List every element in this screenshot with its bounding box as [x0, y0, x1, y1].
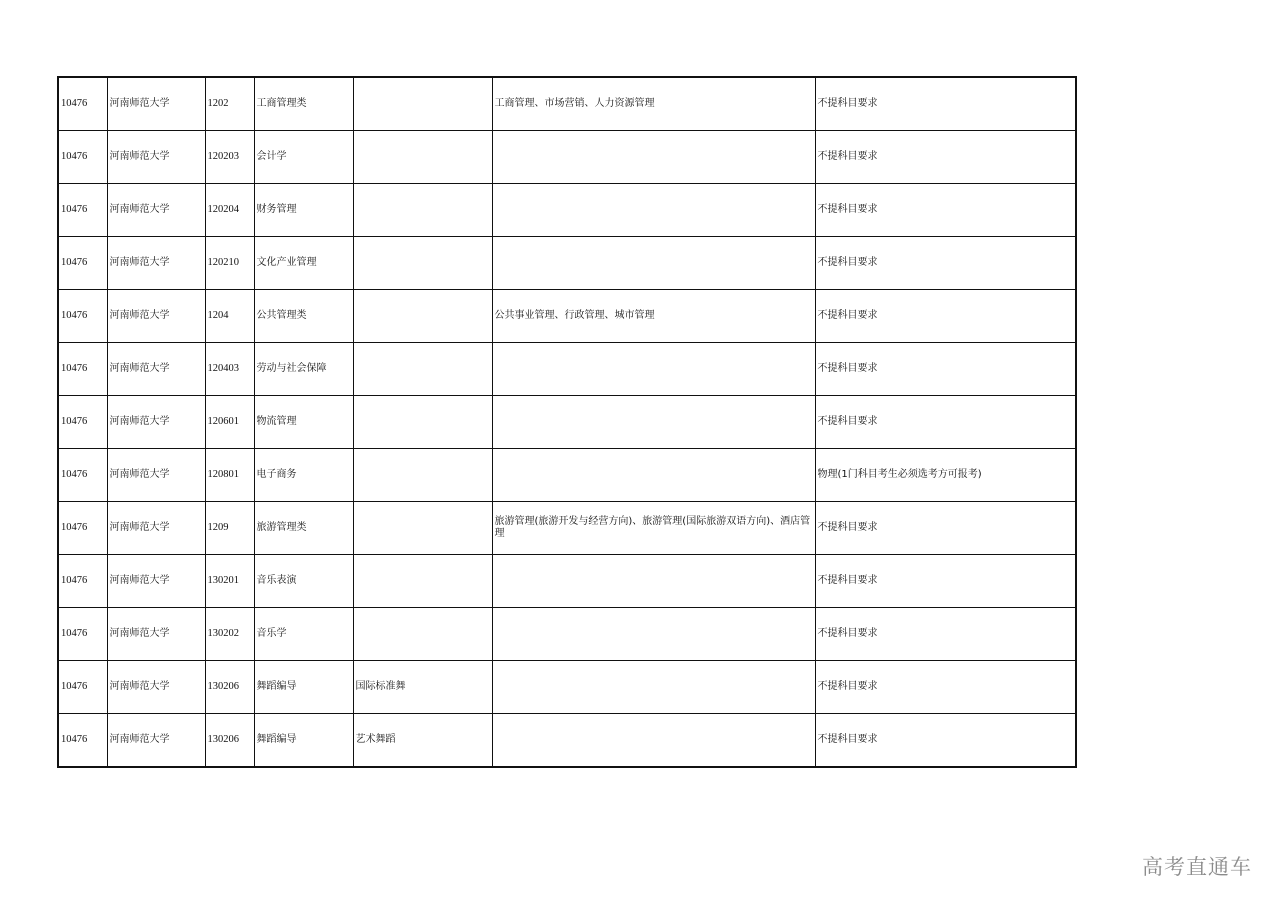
- school-code-cell: 10476: [58, 343, 107, 396]
- major-table: [57, 76, 1077, 768]
- school-code-cell: 10476: [58, 714, 107, 768]
- school-name-cell: 河南师范大学: [107, 608, 205, 661]
- direction-cell: [353, 343, 492, 396]
- major-name-cell: 财务管理: [254, 184, 353, 237]
- included-majors-cell: [492, 396, 815, 449]
- subject-requirement-cell: 不提科目要求: [815, 661, 1076, 714]
- major-name-cell: 音乐学: [254, 608, 353, 661]
- table-row: [58, 290, 1076, 343]
- direction-cell: [353, 77, 492, 131]
- school-name-cell: 河南师范大学: [107, 449, 205, 502]
- major-code-cell: 120801: [205, 449, 254, 502]
- table-row: [58, 661, 1076, 714]
- included-majors-cell: [492, 343, 815, 396]
- major-code-cell: 120601: [205, 396, 254, 449]
- school-name-cell: 河南师范大学: [107, 290, 205, 343]
- major-code-cell: 1209: [205, 502, 254, 555]
- major-name-cell: 工商管理类: [254, 77, 353, 131]
- school-code-cell: 10476: [58, 290, 107, 343]
- table-row: [58, 449, 1076, 502]
- major-code-cell: 120403: [205, 343, 254, 396]
- major-code-cell: 120210: [205, 237, 254, 290]
- school-code-cell: 10476: [58, 131, 107, 184]
- major-name-cell: 公共管理类: [254, 290, 353, 343]
- subject-requirement-cell: 不提科目要求: [815, 396, 1076, 449]
- subject-requirement-cell: 不提科目要求: [815, 343, 1076, 396]
- major-code-cell: 120204: [205, 184, 254, 237]
- table-row: [58, 237, 1076, 290]
- included-majors-cell: [492, 555, 815, 608]
- major-code-cell: 120203: [205, 131, 254, 184]
- table-row: [58, 714, 1076, 768]
- major-code-cell: 130206: [205, 714, 254, 768]
- major-code-cell: 1202: [205, 77, 254, 131]
- major-code-cell: 130202: [205, 608, 254, 661]
- direction-cell: [353, 237, 492, 290]
- major-name-cell: 舞蹈编导: [254, 661, 353, 714]
- table-row: [58, 555, 1076, 608]
- school-code-cell: 10476: [58, 449, 107, 502]
- school-name-cell: 河南师范大学: [107, 184, 205, 237]
- direction-cell: [353, 555, 492, 608]
- subject-requirement-cell: 不提科目要求: [815, 77, 1076, 131]
- school-code-cell: 10476: [58, 237, 107, 290]
- table-row: [58, 608, 1076, 661]
- school-code-cell: 10476: [58, 77, 107, 131]
- included-majors-cell: [492, 237, 815, 290]
- subject-requirement-cell: 不提科目要求: [815, 555, 1076, 608]
- major-name-cell: 劳动与社会保障: [254, 343, 353, 396]
- subject-requirement-cell: 不提科目要求: [815, 608, 1076, 661]
- direction-cell: [353, 184, 492, 237]
- table-row: [58, 502, 1076, 555]
- subject-requirement-cell: 不提科目要求: [815, 131, 1076, 184]
- major-name-cell: 舞蹈编导: [254, 714, 353, 768]
- included-majors-cell: 公共事业管理、行政管理、城市管理: [492, 290, 815, 343]
- subject-requirement-cell: 不提科目要求: [815, 237, 1076, 290]
- major-name-cell: 旅游管理类: [254, 502, 353, 555]
- subject-requirement-cell: 不提科目要求: [815, 290, 1076, 343]
- direction-cell: [353, 396, 492, 449]
- major-code-cell: 130201: [205, 555, 254, 608]
- included-majors-cell: [492, 449, 815, 502]
- table-row: [58, 77, 1076, 131]
- school-code-cell: 10476: [58, 608, 107, 661]
- major-name-cell: 会计学: [254, 131, 353, 184]
- school-code-cell: 10476: [58, 396, 107, 449]
- school-name-cell: 河南师范大学: [107, 237, 205, 290]
- school-name-cell: 河南师范大学: [107, 77, 205, 131]
- school-name-cell: 河南师范大学: [107, 343, 205, 396]
- included-majors-cell: [492, 184, 815, 237]
- subject-requirement-cell: 物理(1门科目考生必须选考方可报考): [815, 449, 1076, 502]
- school-name-cell: 河南师范大学: [107, 396, 205, 449]
- subject-requirement-cell: 不提科目要求: [815, 184, 1076, 237]
- table-row: [58, 184, 1076, 237]
- school-name-cell: 河南师范大学: [107, 661, 205, 714]
- included-majors-cell: 旅游管理(旅游开发与经营方向)、旅游管理(国际旅游双语方向)、酒店管理: [492, 502, 815, 555]
- included-majors-cell: [492, 661, 815, 714]
- major-name-cell: 音乐表演: [254, 555, 353, 608]
- school-code-cell: 10476: [58, 502, 107, 555]
- school-code-cell: 10476: [58, 555, 107, 608]
- major-name-cell: 文化产业管理: [254, 237, 353, 290]
- major-code-cell: 130206: [205, 661, 254, 714]
- included-majors-cell: [492, 714, 815, 768]
- school-code-cell: 10476: [58, 184, 107, 237]
- school-name-cell: 河南师范大学: [107, 131, 205, 184]
- subject-requirement-cell: 不提科目要求: [815, 502, 1076, 555]
- direction-cell: 国际标准舞: [353, 661, 492, 714]
- major-name-cell: 物流管理: [254, 396, 353, 449]
- school-name-cell: 河南师范大学: [107, 555, 205, 608]
- direction-cell: 艺术舞蹈: [353, 714, 492, 768]
- subject-requirement-cell: 不提科目要求: [815, 714, 1076, 768]
- table-row: [58, 131, 1076, 184]
- school-name-cell: 河南师范大学: [107, 502, 205, 555]
- direction-cell: [353, 290, 492, 343]
- table-row: [58, 343, 1076, 396]
- included-majors-cell: [492, 131, 815, 184]
- included-majors-cell: [492, 608, 815, 661]
- table-row: [58, 396, 1076, 449]
- major-code-cell: 1204: [205, 290, 254, 343]
- major-name-cell: 电子商务: [254, 449, 353, 502]
- direction-cell: [353, 449, 492, 502]
- school-code-cell: 10476: [58, 661, 107, 714]
- direction-cell: [353, 608, 492, 661]
- school-name-cell: 河南师范大学: [107, 714, 205, 768]
- included-majors-cell: 工商管理、市场营销、人力资源管理: [492, 77, 815, 131]
- direction-cell: [353, 131, 492, 184]
- direction-cell: [353, 502, 492, 555]
- watermark-text: 高考直通车: [1142, 855, 1252, 879]
